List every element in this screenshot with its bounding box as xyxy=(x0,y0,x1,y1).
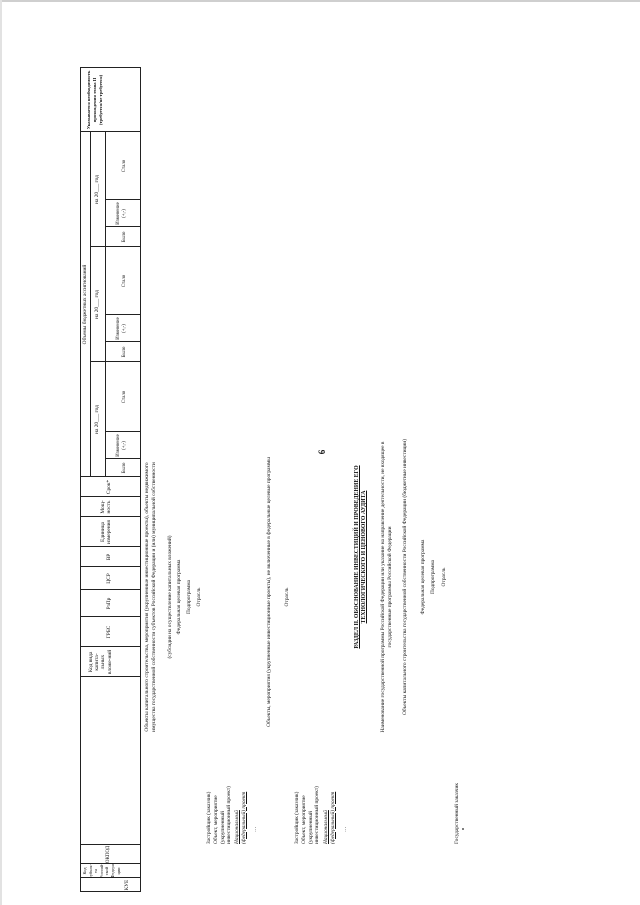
header-y2-stalo: Стало xyxy=(122,274,127,288)
section2-otrasl: Отрасль xyxy=(284,587,290,607)
section1-otrasl: Отрасль xyxy=(196,587,202,607)
rule-v16 xyxy=(80,67,140,68)
header-y2-bylo: Было xyxy=(122,346,127,358)
razdel-title: РАЗДЕЛ II. ОБОСНОВАНИЕ ИНВЕСТИЦИЙ И ПРОВЕДЕНИЕ ЕГО ТЕХНОЛОГИЧЕСКОГО И ЦЕНОВОГО АУДИТА xyxy=(354,465,368,649)
header-volumes: Объемы бюджетных ассигнований xyxy=(82,264,88,345)
section1-ellipsis: … xyxy=(252,826,258,832)
razdel-otrasl: Отрасль xyxy=(441,567,447,587)
page-number: 6 xyxy=(317,449,327,455)
header-y1-bylo: Было xyxy=(122,462,127,474)
rule-volumes-title xyxy=(90,132,91,477)
section2-national-project: Национальный (федеральный) проект xyxy=(323,791,336,844)
header-grbs: ГРБС xyxy=(106,625,112,639)
header-okpod: ОКПОД xyxy=(106,845,111,864)
razdel-gos-programma: Наименование государственной программы Российской Федерации или указание на направление деятельности, не входящее в государственные программы Российской Федерации xyxy=(380,441,393,733)
header-year2: на 20___ год xyxy=(94,290,100,319)
rule-years xyxy=(105,132,106,477)
header-y3-bylo: Было xyxy=(122,231,127,243)
header-y2-change: Изменение (+,-) xyxy=(116,317,128,340)
header-year1: на 20___ год xyxy=(94,405,100,434)
scan-edge-top xyxy=(0,0,640,2)
section2-title: Объекты, мероприятия (укрупненные инвестиционные проекты), не включенные в федеральные целевые программы xyxy=(266,457,272,727)
rotated-table xyxy=(80,67,640,892)
rule-v0 xyxy=(80,891,140,892)
section1-obekt: Объект, мероприятие (укрупненный инвестиционный проект) xyxy=(213,786,233,844)
section1-zastroyshik: Застройщик (заказчик) xyxy=(206,791,212,844)
section1-podprogramma: Подпрограмма xyxy=(186,580,192,614)
header-y3-stalo: Стало xyxy=(122,159,127,173)
section2-zastroyshik: Застройщик (заказчик) xyxy=(294,791,300,844)
scan-edge-left xyxy=(0,0,2,905)
header-unit: Единица измерения xyxy=(100,519,113,545)
razdel-fcp: Федеральная целевая программа xyxy=(420,539,426,615)
header-y1-change: Изменение (+,-) xyxy=(116,434,128,457)
section1-national-project: Национальный (федеральный) проект xyxy=(234,791,247,844)
section1-subtitle: (субсидии на осуществление капитальных вложений) xyxy=(167,535,173,659)
section1-title: Объекты капитального строительства, мероприятия (укрупненные инвестиционные проекты), объекты недвижимого имущества государственной собственности субъектов Российской Федерации и (или) муниципальной собственности xyxy=(144,462,157,732)
header-year3: на 20___ год xyxy=(94,175,100,204)
header-power: Мощ-ность xyxy=(100,500,113,514)
rule-header-bottom xyxy=(140,67,141,892)
section1-fcp: Федеральная целевая программа xyxy=(176,559,182,635)
header-rzpr: РзПр xyxy=(106,597,112,610)
header-vr: ВР xyxy=(106,553,112,561)
header-kue: КУЕ xyxy=(124,879,130,891)
header-right-col: Указывается необходимость прохождения этапа II (требуется/не требуется) xyxy=(86,70,103,130)
header-kod-subekta: Код субъек-та Россий-ской Федера-ции xyxy=(82,862,121,878)
header-kod-vida: Код вида капита-льных вложе-ний xyxy=(88,649,113,675)
header-csr: ЦСР xyxy=(106,573,112,584)
header-y3-change: Изменение (+,-) xyxy=(116,202,128,225)
razdel-okc: Объекты капитального строительства государственной собственности Российской Федерации (бюджетные инвестиции) xyxy=(402,439,408,715)
section2-ellipsis: … xyxy=(342,826,348,832)
rule-top xyxy=(80,67,81,892)
header-term: Срок* xyxy=(106,479,112,495)
razdel-podprogramma: Подпрограмма xyxy=(430,560,436,594)
rule-v15 xyxy=(80,131,140,132)
razdel-gos-zakazchik: Государственный заказчик xyxy=(454,783,460,844)
section2-obekt: Объект, мероприятие (укрупненный инвестиционный проект) xyxy=(301,786,321,844)
header-y1-stalo: Стало xyxy=(122,390,127,404)
